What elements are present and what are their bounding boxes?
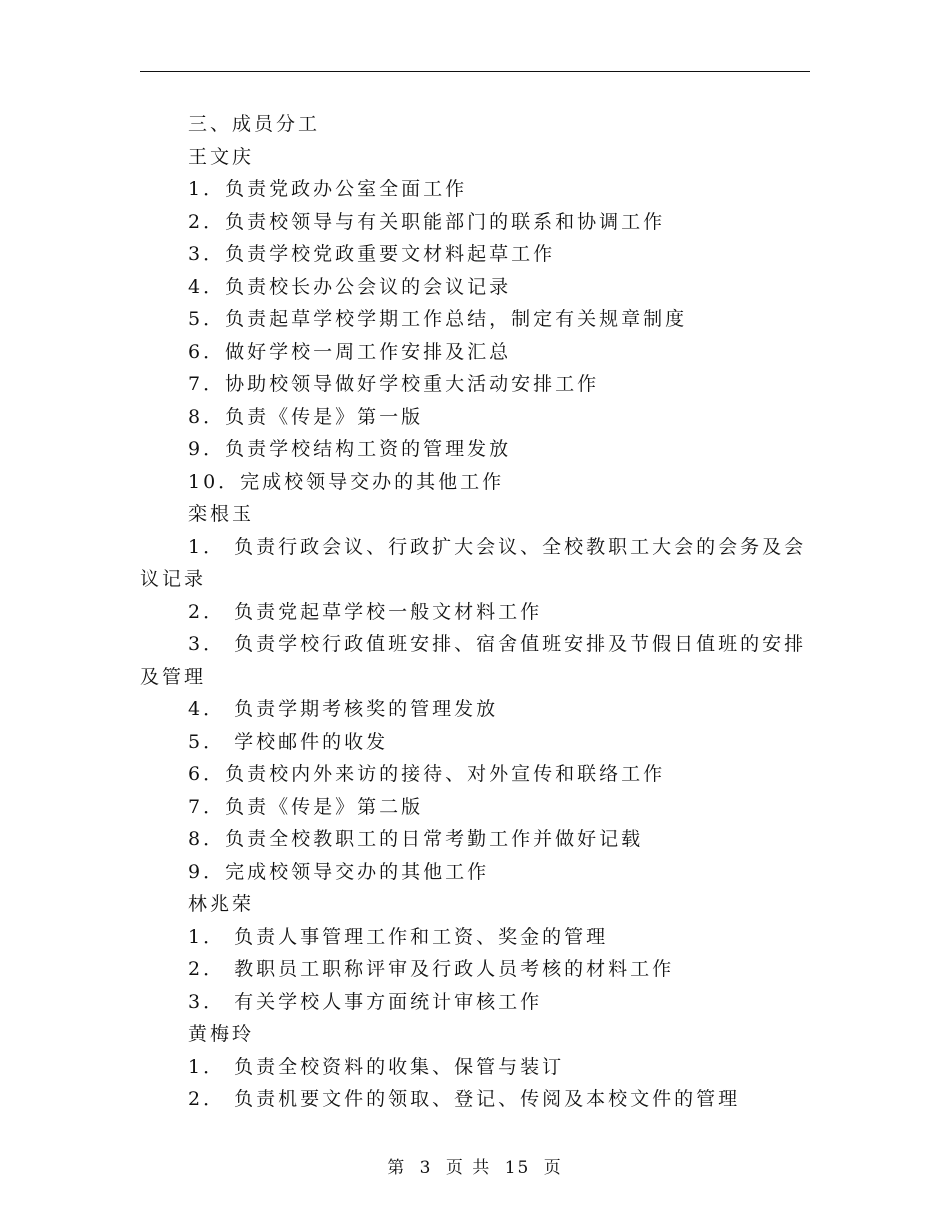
- duty-item: 1．负责党政办公室全面工作: [188, 178, 468, 200]
- footer-middle: 页 共: [445, 1158, 492, 1178]
- duty-item: 1． 负责行政会议、行政扩大会议、全校教职工大会的会务及会议记录: [140, 535, 807, 590]
- duty-item: 6．负责校内外来访的接待、对外宣传和联络工作: [188, 763, 666, 785]
- duty-item: 7．协助校领导做好学校重大活动安排工作: [188, 373, 600, 395]
- duty-item: 2．负责校领导与有关职能部门的联系和协调工作: [188, 210, 666, 233]
- duty-item: 3．负责学校党政重要文材料起草工作: [188, 243, 556, 265]
- footer-total-pages: 15: [504, 1158, 531, 1178]
- header-rule: [140, 71, 810, 72]
- member-name: 栾根玉: [188, 503, 255, 525]
- duty-item: 7．负责《传是》第二版: [188, 795, 424, 818]
- duty-item: 2． 负责机要文件的领取、登记、传阅及本校文件的管理: [188, 1088, 741, 1110]
- member-name: 黄梅玲: [188, 1023, 255, 1045]
- duty-item: 1． 负责全校资料的收集、保管与装订: [188, 1055, 565, 1078]
- duty-item: 9．完成校领导交办的其他工作: [188, 860, 490, 883]
- footer-prefix: 第: [387, 1158, 407, 1178]
- document-body: [140, 108, 810, 1116]
- section-heading: 三、成员分工: [188, 113, 321, 135]
- duty-item: 6．做好学校一周工作安排及汇总: [188, 340, 512, 363]
- duty-item: 10．完成校领导交办的其他工作: [188, 470, 505, 493]
- page-footer: [0, 1153, 950, 1178]
- duty-item: 8．负责《传是》第一版: [188, 405, 424, 428]
- duty-item: 1． 负责人事管理工作和工资、奖金的管理: [188, 925, 609, 948]
- duty-item: 4．负责校长办公会议的会议记录: [188, 275, 512, 298]
- footer-page-number: 3: [419, 1158, 433, 1178]
- duty-item: 3． 有关学校人事方面统计审核工作: [188, 990, 543, 1013]
- duty-item: 5． 学校邮件的收发: [188, 730, 389, 753]
- duty-item: 8．负责全校教职工的日常考勤工作并做好记载: [188, 828, 644, 850]
- duty-item: 3． 负责学校行政值班安排、宿舍值班安排及节假日值班的安排及管理: [140, 633, 807, 688]
- member-name: 林兆荣: [188, 893, 255, 915]
- duty-item: 9．负责学校结构工资的管理发放: [188, 438, 512, 460]
- footer-suffix: 页: [543, 1158, 563, 1178]
- member-name: 王文庆: [188, 145, 255, 168]
- duty-item: 5．负责起草学校学期工作总结，制定有关规章制度: [188, 308, 688, 330]
- duty-item: 2． 负责党起草学校一般文材料工作: [188, 600, 543, 623]
- duty-item: 2． 教职员工职称评审及行政人员考核的材料工作: [188, 958, 675, 980]
- duty-item: 4． 负责学期考核奖的管理发放: [188, 698, 499, 720]
